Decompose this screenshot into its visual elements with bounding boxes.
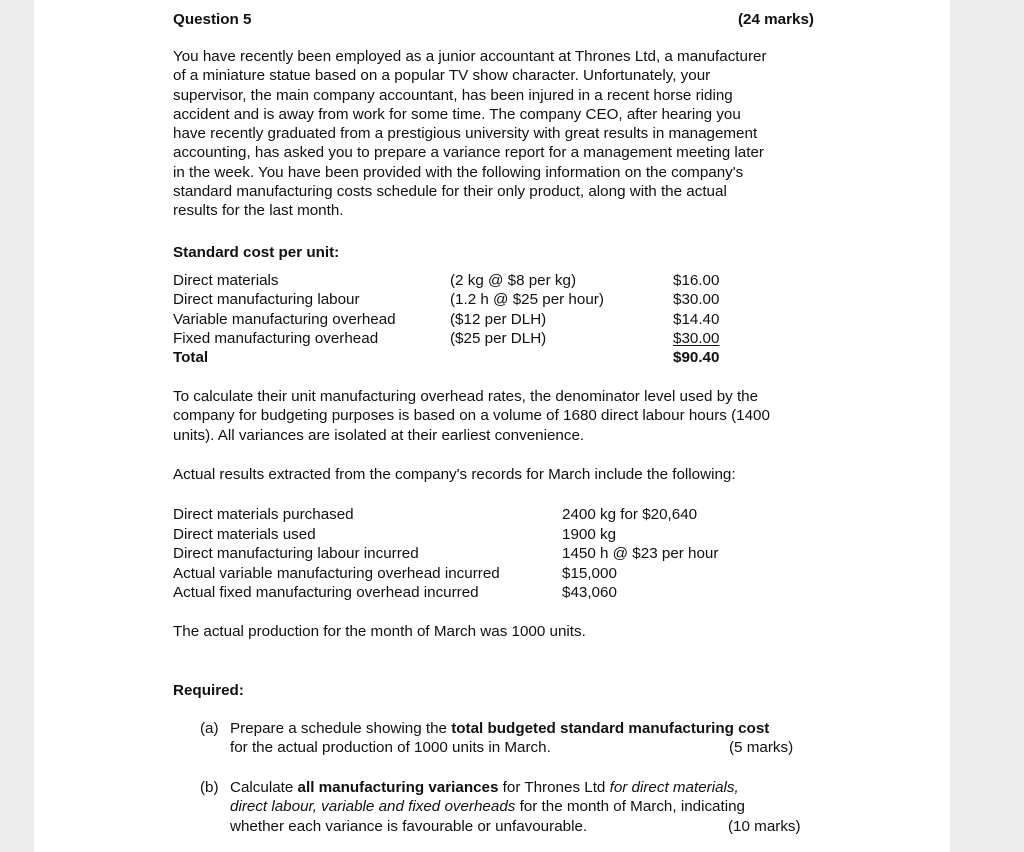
std-row-basis: ($25 per DLH)	[450, 330, 547, 347]
intro-line: supervisor, the main company accountant, has been injured in a recent horse riding	[173, 86, 733, 104]
actuals-intro: Actual results extracted from the company's records for March include the following:	[173, 466, 736, 483]
part-b-marks: (10 marks)	[728, 818, 801, 835]
std-row-amount: $14.40	[673, 311, 720, 328]
part-b-letter: (b)	[200, 779, 219, 796]
std-row-label: Variable manufacturing overhead	[173, 311, 396, 328]
std-row-amount: $30.00	[673, 330, 720, 347]
intro-line: You have recently been employed as a junior accountant at Thrones Ltd, a manufacturer	[173, 48, 767, 65]
actual-value: $43,060	[562, 584, 617, 601]
intro-paragraph	[173, 47, 767, 221]
std-total-amount: $90.40	[673, 349, 720, 366]
part-a-line2: for the actual production of 1000 units in March.	[230, 739, 551, 756]
denominator-line: To calculate their unit manufacturing overhead rates, the denominator level used by the	[173, 388, 759, 405]
intro-line: in the week. You have been provided with the following information on the company's	[173, 163, 744, 181]
denominator-line: units). All variances are isolated at their earliest convenience.	[173, 426, 585, 444]
actual-value: 1450 h @ $23 per hour	[562, 545, 719, 562]
actual-value: 1900 kg	[562, 526, 617, 543]
document-page	[34, 0, 950, 852]
actual-label: Actual fixed manufacturing overhead incurred	[173, 584, 479, 601]
required-heading: Required:	[173, 682, 244, 699]
intro-line: of a miniature statue based on a popular TV show character. Unfortunately, your	[173, 67, 711, 85]
std-row-amount: $16.00	[673, 272, 720, 289]
actual-value: $15,000	[562, 565, 617, 582]
std-row-label: Direct manufacturing labour	[173, 291, 360, 308]
std-row-label: Fixed manufacturing overhead	[173, 330, 379, 347]
intro-line: standard manufacturing costs schedule for their only product, along with the actual	[173, 183, 727, 201]
question-title: Question 5	[173, 11, 252, 28]
intro-line: accounting, has asked you to prepare a variance report for a management meeting later	[173, 144, 764, 162]
part-a-line1: Prepare a schedule showing the total budgeted standard manufacturing cost	[230, 720, 770, 737]
std-row-label: Direct materials	[173, 272, 279, 289]
part-b-line1: Calculate all manufacturing variances for Thrones Ltd for direct materials,	[230, 779, 739, 796]
question-marks: (24 marks)	[738, 11, 814, 28]
denominator-line: company for budgeting purposes is based on a volume of 1680 direct labour hours (1400	[173, 407, 770, 425]
std-total-label: Total	[173, 349, 209, 366]
denominator-paragraph	[173, 387, 770, 445]
part-a-letter: (a)	[200, 720, 219, 737]
intro-line: have recently graduated from a prestigious university with great results in management	[173, 125, 758, 143]
std-row-basis: (1.2 h @ $25 per hour)	[450, 291, 604, 308]
std-row-basis: (2 kg @ $8 per kg)	[450, 272, 577, 289]
actual-value: 2400 kg for $20,640	[562, 506, 698, 523]
part-b-line2: direct labour, variable and fixed overheads for the month of March, indicating	[230, 798, 745, 815]
actual-label: Direct materials purchased	[173, 506, 354, 523]
standard-cost-heading: Standard cost per unit:	[173, 244, 340, 261]
std-row-basis: ($12 per DLH)	[450, 311, 547, 328]
actual-label: Direct materials used	[173, 526, 316, 543]
part-a-marks: (5 marks)	[729, 739, 794, 756]
actual-label: Actual variable manufacturing overhead incurred	[173, 565, 500, 582]
intro-line: results for the last month.	[173, 202, 344, 220]
actual-label: Direct manufacturing labour incurred	[173, 545, 419, 562]
part-b-line3: whether each variance is favourable or unfavourable.	[230, 818, 588, 835]
intro-line: accident and is away from work for some time. The company CEO, after hearing you	[173, 105, 741, 123]
std-row-amount: $30.00	[673, 291, 720, 308]
production-note: The actual production for the month of March was 1000 units.	[173, 623, 586, 640]
